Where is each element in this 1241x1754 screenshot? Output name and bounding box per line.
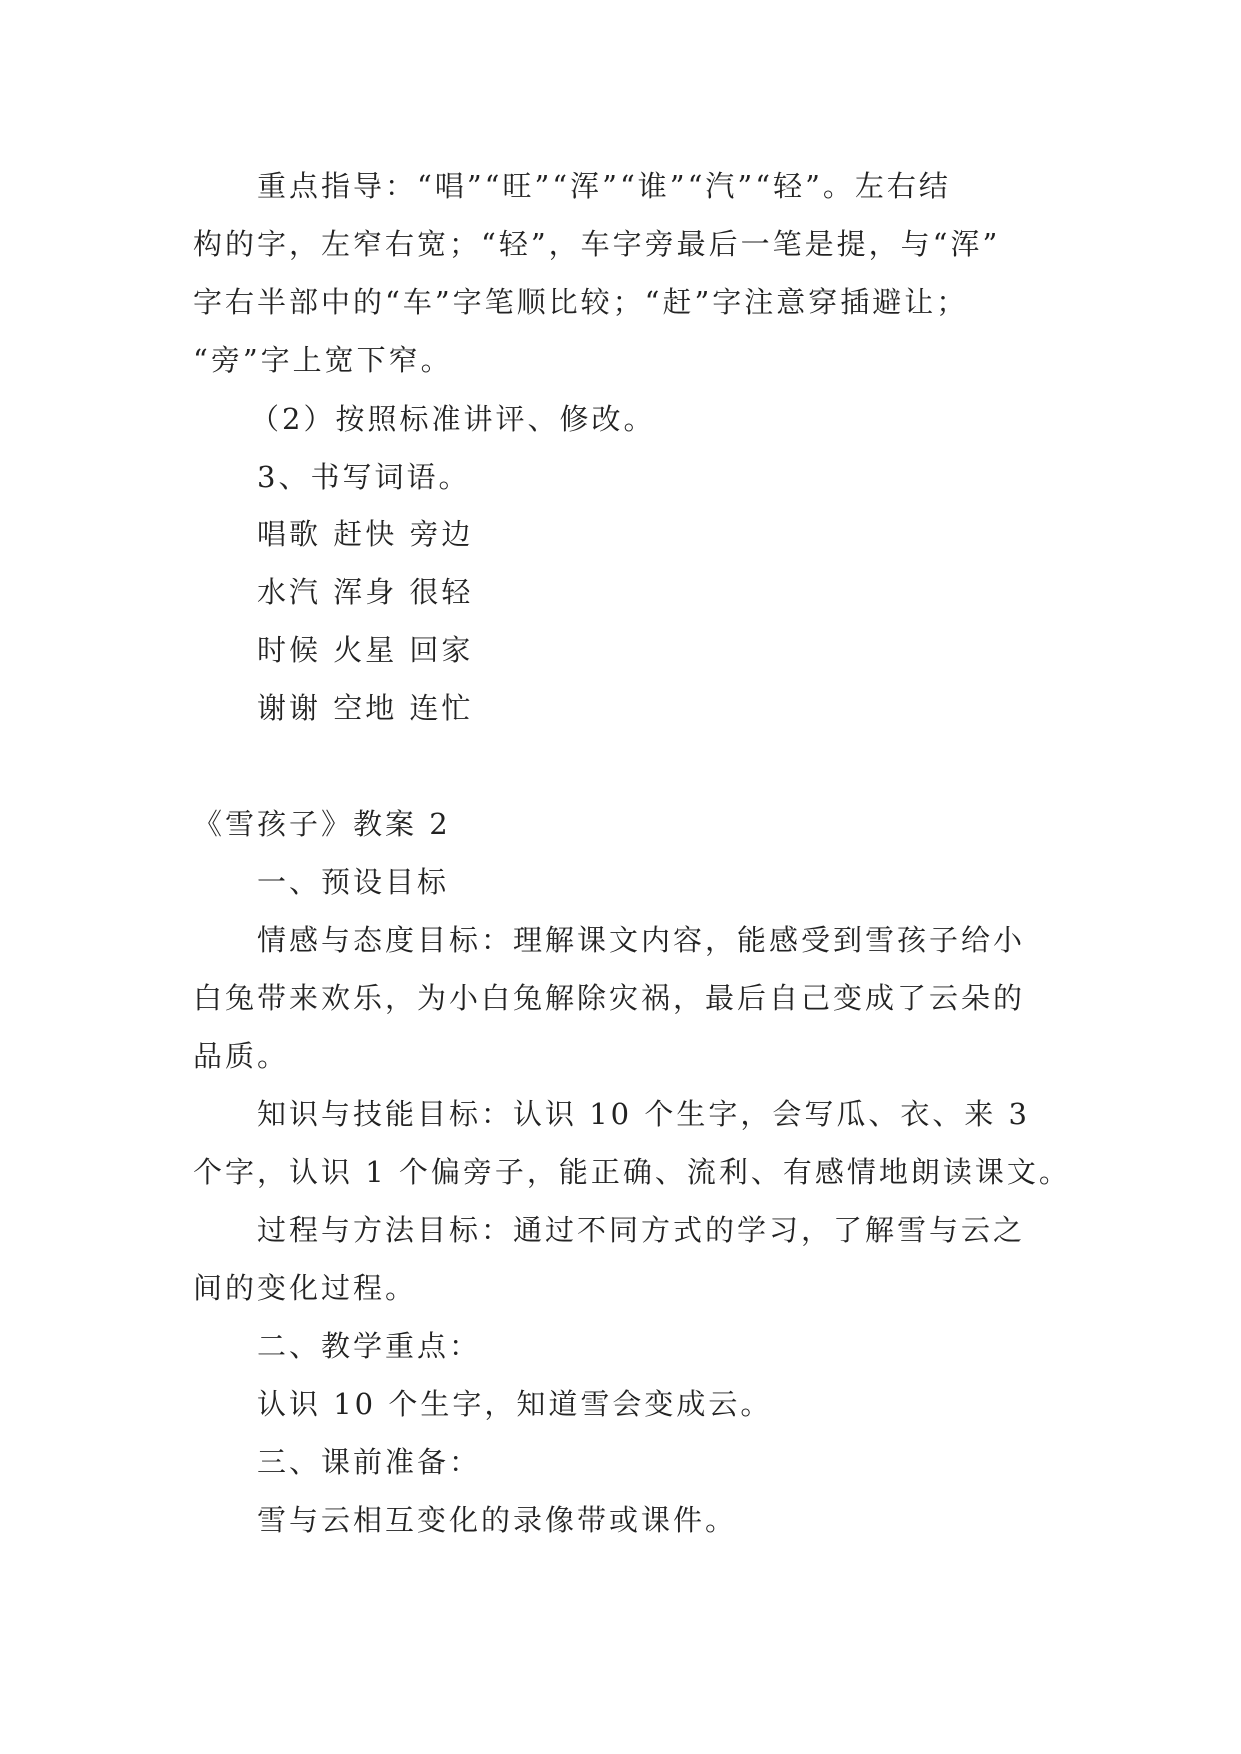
focus-text: 认识 10 个生字，知道雪会变成云。 <box>257 1387 773 1421</box>
prep-text: 雪与云相互变化的录像带或课件。 <box>257 1503 738 1537</box>
guidance-line-1: 重点指导：“唱”“旺”“浑”“谁”“汽”“轻”。左右结 <box>257 169 951 203</box>
guidance-line-4: “旁”字上宽下窄。 <box>193 343 453 377</box>
word-row: 谢谢 空地 连忙 <box>257 691 474 725</box>
goal-emotion-line-1: 情感与态度目标：理解课文内容，能感受到雪孩子给小 <box>257 923 1026 957</box>
goal-process-line-1: 过程与方法目标：通过不同方式的学习，了解雪与云之 <box>257 1213 1026 1247</box>
focus-heading: 二、教学重点： <box>257 1329 482 1363</box>
step-3-heading: 3、书写词语。 <box>257 460 471 494</box>
word-row: 水汽 浑身 很轻 <box>257 575 474 609</box>
goal-process-line-2: 间的变化过程。 <box>193 1271 418 1305</box>
goal-knowledge-line-1: 知识与技能目标：认识 10 个生字，会写瓜、衣、来 3 <box>257 1097 1031 1131</box>
guidance-line-2: 构的字，左窄右宽；“轻”，车字旁最后一笔是提，与“浑” <box>193 227 1001 261</box>
guidance-line-3: 字右半部中的“车”字笔顺比较；“赶”字注意穿插避让； <box>193 285 969 319</box>
prep-heading: 三、课前准备： <box>257 1445 482 1479</box>
goal-emotion-line-3: 品质。 <box>193 1039 290 1073</box>
word-row: 唱歌 赶快 旁边 <box>257 517 474 551</box>
goal-heading: 一、预设目标 <box>257 865 450 899</box>
word-row: 时候 火星 回家 <box>257 633 474 667</box>
section-title: 《雪孩子》教案 2 <box>193 807 451 841</box>
goal-emotion-line-2: 白兔带来欢乐，为小白兔解除灾祸，最后自己变成了云朵的 <box>193 981 1026 1015</box>
step-2-text: （2）按照标准讲评、修改。 <box>250 402 656 436</box>
goal-knowledge-line-2: 个字，认识 1 个偏旁子，能正确、流利、有感情地朗读课文。 <box>193 1155 1071 1189</box>
